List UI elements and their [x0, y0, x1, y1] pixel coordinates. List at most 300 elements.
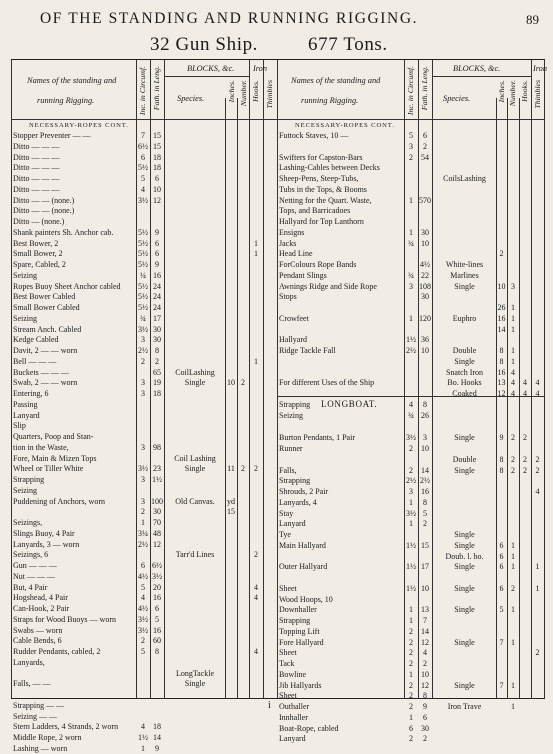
- circumference-cell: ¾: [408, 410, 414, 420]
- number-cell: 2: [241, 464, 245, 474]
- fathoms-cell: 9: [155, 260, 159, 269]
- row-name: Nut — — —: [13, 571, 55, 581]
- table-row: [11, 399, 545, 410]
- fathoms-cell: 16: [153, 270, 161, 280]
- fathoms-cell: 2: [155, 356, 159, 366]
- table-row: [11, 647, 545, 658]
- circumference-cell: 1: [409, 313, 413, 323]
- fathoms-cell: 10: [421, 238, 429, 248]
- fathoms-cell: 3½: [152, 571, 162, 581]
- inches-heading-right: Inches.: [497, 80, 506, 103]
- row-name: Innhaller: [279, 712, 308, 722]
- table-row: [11, 690, 545, 701]
- row-name: tion in the Waste,: [13, 442, 69, 452]
- inches-cell: 7: [499, 637, 504, 647]
- table-row: [11, 152, 545, 163]
- table-row: [11, 529, 545, 540]
- table-row: [11, 669, 545, 680]
- circumference-cell: 2: [409, 648, 413, 658]
- circumference-cell: 4½: [138, 571, 148, 581]
- row-name: Lanyard: [13, 410, 40, 420]
- fathoms-cell: 48: [153, 528, 161, 538]
- fathoms-cell: 65: [153, 367, 161, 377]
- fathoms-cell: 8: [423, 691, 427, 701]
- row-name: Seizing: [279, 410, 303, 420]
- row-name: Quarters, Poop and Stan-: [13, 432, 94, 441]
- number-cell: 2: [241, 378, 245, 388]
- row-name: Strapping: [279, 399, 311, 409]
- circumference-cell: 5: [409, 131, 413, 140]
- row-name: Tubs in the Tops, & Booms: [279, 184, 367, 194]
- row-name: Jib Hallyards: [279, 680, 322, 690]
- row-name: Lanyard: [279, 519, 306, 529]
- inches-cell: 8: [499, 356, 504, 366]
- row-name: Ditto — — (none.): [13, 195, 75, 205]
- inches-cell: 2: [499, 249, 504, 259]
- fathoms-cell: 6: [155, 604, 159, 613]
- circumference-cell: 6: [141, 152, 145, 162]
- circumference-cell: 2: [409, 691, 413, 701]
- species-heading: Species.: [177, 94, 205, 103]
- circumference-cell: 2: [409, 659, 413, 668]
- fathoms-cell: 10: [421, 669, 429, 679]
- row-name: Lanyards, 4: [279, 497, 317, 507]
- species-cell: Euphro: [452, 313, 477, 323]
- row-name: Fore, Main & Mizen Tops: [13, 453, 97, 463]
- species-cell: Double: [452, 346, 477, 355]
- species-cell: Single: [454, 356, 475, 366]
- circumference-cell: 3½: [138, 625, 148, 635]
- circumference-cell: 3: [141, 475, 145, 484]
- inches-cell: 6: [499, 540, 504, 550]
- inches-cell: 15: [227, 507, 235, 517]
- fathoms-cell: 23: [153, 464, 161, 474]
- iron-heading-right: Iron: [533, 64, 547, 73]
- fathoms-cell: 17: [421, 562, 429, 572]
- row-name: Hallyard: [279, 335, 307, 345]
- species-cell: Old Canvas.: [175, 496, 215, 506]
- inches-cell: 14: [497, 324, 506, 334]
- circumference-cell: 5½: [138, 163, 148, 173]
- number-cell: 1: [511, 637, 515, 647]
- number-cell: 1: [511, 324, 515, 334]
- row-name: Slip: [13, 421, 26, 431]
- circumference-cell: 4: [141, 184, 145, 194]
- row-name: Awnings Ridge and Side Rope: [279, 281, 377, 291]
- thimbles-heading-right: Thimbles: [533, 80, 542, 109]
- row-name: Strapping: [279, 476, 311, 486]
- row-name: Seizing: [13, 313, 37, 323]
- signature-mark: i: [268, 700, 271, 711]
- row-name: Puddening of Anchors, worn: [13, 496, 105, 506]
- inches-cell: 8: [499, 454, 504, 464]
- circumference-cell: 6: [141, 561, 145, 570]
- number-cell: 1: [511, 562, 515, 572]
- circumference-cell: 1: [409, 519, 413, 529]
- row-name: Ensigns: [279, 227, 305, 237]
- hooks-cell: 4: [523, 378, 527, 388]
- inches-cell: 5: [499, 605, 504, 615]
- inches-cell: 9: [499, 433, 504, 443]
- fathoms-cell: 15: [421, 540, 429, 550]
- row-name: Davit, 2 — — worn: [13, 346, 78, 355]
- fathoms-cell: 3: [423, 433, 427, 443]
- table-row: [11, 281, 545, 292]
- row-name: Crowfeet: [279, 313, 309, 323]
- table-row: [11, 561, 545, 572]
- row-name: Stay: [279, 508, 294, 518]
- circumference-cell: 1: [409, 195, 413, 205]
- circumference-cell: 1½: [406, 583, 416, 593]
- row-name: Wood Hoops, 10: [279, 594, 333, 604]
- table-row: [11, 658, 545, 669]
- hooks-cell: 4: [254, 647, 258, 656]
- page-number: 89: [526, 12, 539, 27]
- row-name: Stopper Preventer — —: [13, 131, 91, 140]
- hooks-cell: 2: [254, 550, 258, 560]
- circumference-cell: 5½: [138, 303, 148, 312]
- circumference-cell: 2: [141, 356, 145, 366]
- table-row: [11, 626, 545, 637]
- row-name: Sheet: [279, 691, 297, 701]
- fathoms-cell: 13: [421, 605, 429, 615]
- row-name: Netting for the Quart. Waste,: [279, 195, 372, 205]
- fathoms-cell: 18: [153, 163, 161, 173]
- table-row: [11, 475, 545, 486]
- circumference-cell: 4: [141, 722, 145, 732]
- row-name: Lanyards,: [13, 657, 45, 667]
- species-cell: Marlines: [450, 270, 479, 280]
- circumference-cell: 3½: [138, 464, 148, 474]
- table-row: [11, 420, 545, 431]
- hooks-cell: 2: [523, 454, 527, 464]
- fathoms-cell: 4½: [420, 260, 430, 269]
- species-cell: Coaked: [452, 389, 477, 398]
- iron-heading: Iron: [253, 64, 267, 73]
- blocks-heading-right: BLOCKS, &c.: [453, 64, 501, 73]
- table-row: [11, 259, 545, 270]
- circumference-heading-right: Inc. in Circumf.: [406, 66, 415, 116]
- circumference-cell: 2: [409, 152, 413, 162]
- row-name: Seizing: [13, 270, 37, 280]
- hooks-cell: 2: [523, 465, 527, 475]
- circumference-cell: 3: [409, 281, 413, 291]
- row-name: Bowline: [279, 669, 307, 679]
- fathoms-cell: 30: [153, 324, 161, 334]
- row-name: Tye: [279, 530, 291, 539]
- inches-cell: yd: [227, 496, 235, 506]
- fathoms-cell: 2: [423, 519, 427, 529]
- species-cell: LongTackle: [175, 668, 215, 678]
- circumference-cell: 1: [409, 712, 413, 722]
- number-cell: 1: [511, 540, 515, 550]
- circumference-cell: 5½: [138, 238, 148, 248]
- inches-cell: 6: [499, 551, 504, 561]
- fathoms-cell: 12: [421, 637, 429, 647]
- row-name: Lashing — worn: [13, 743, 68, 753]
- inches-cell: 26: [497, 303, 506, 312]
- row-name: Passing: [13, 399, 38, 409]
- fathoms-cell: 30: [421, 723, 429, 733]
- fathoms-cell: 14: [153, 733, 161, 742]
- table-row: [11, 367, 545, 378]
- row-name: Futtock Staves, 10 —: [279, 131, 349, 140]
- hooks-cell: 4: [254, 582, 258, 592]
- row-name: Strapping: [13, 475, 45, 484]
- row-name: Kedge Cabled: [13, 335, 59, 345]
- fathoms-heading-right: Fath. in Leng.: [420, 66, 429, 111]
- fathoms-cell: 60: [153, 636, 161, 646]
- table-row: [11, 701, 545, 712]
- row-name: Hogshead, 4 Pair: [13, 593, 68, 603]
- circumference-cell: 5½: [138, 260, 148, 269]
- row-name: Lanyard: [279, 734, 306, 744]
- table-row: [11, 216, 545, 227]
- fathoms-cell: 19: [153, 378, 161, 388]
- row-name: Ditto — — —: [13, 152, 60, 162]
- thimbles-cell: 4: [535, 378, 540, 388]
- table-row: [11, 432, 545, 443]
- row-name: Small Bower Cabled: [13, 303, 80, 312]
- fathoms-cell: 70: [153, 518, 161, 527]
- fathoms-cell: 8: [423, 399, 427, 409]
- row-name: Tack: [279, 659, 295, 668]
- circumference-cell: 1: [409, 616, 413, 625]
- number-cell: 1: [511, 346, 515, 355]
- row-name: Tops, and Barricadoes: [279, 206, 351, 216]
- row-name: Ditto — (none.): [13, 217, 65, 226]
- row-name: Hallyard for Top Lanthorn: [279, 217, 364, 226]
- fathoms-cell: 4: [423, 648, 427, 658]
- circumference-cell: 7: [141, 131, 145, 140]
- circumference-cell: 2: [409, 465, 413, 475]
- fathoms-cell: 26: [421, 410, 429, 420]
- hooks-cell: 4: [254, 593, 258, 603]
- circumference-cell: 1: [409, 227, 413, 237]
- row-name: Spare, Cabled, 2: [13, 260, 66, 269]
- circumference-cell: 3½: [138, 195, 148, 205]
- number-heading-right: Number.: [508, 80, 517, 107]
- species-cell: Single: [454, 433, 475, 443]
- fathoms-cell: 98: [153, 442, 161, 452]
- row-name: Jacks: [279, 238, 297, 248]
- fathoms-cell: 10: [153, 184, 161, 194]
- fathoms-cell: 5: [155, 614, 159, 624]
- circumference-cell: 3½: [406, 508, 416, 518]
- inches-cell: 11: [227, 464, 235, 474]
- number-cell: 4: [511, 367, 515, 377]
- fathoms-cell: 12: [153, 195, 161, 205]
- fathoms-cell: 16: [421, 487, 429, 496]
- fathoms-cell: 10: [421, 583, 429, 593]
- circumference-cell: 1½: [138, 733, 148, 742]
- number-cell: 1: [511, 303, 515, 312]
- thimbles-heading: Thimbles: [265, 80, 274, 109]
- table-row: [11, 334, 545, 345]
- fathoms-cell: 30: [421, 227, 429, 237]
- number-cell: 1: [511, 680, 515, 690]
- inches-cell: 6: [499, 583, 504, 593]
- fathoms-cell: 30: [421, 292, 429, 302]
- longboat-heading: LONGBOAT.: [321, 399, 378, 409]
- row-name: Ditto — — —: [13, 141, 60, 151]
- row-name: Cable Bends, 6: [13, 636, 62, 646]
- row-name: Best Bower, 2: [13, 238, 59, 248]
- row-name: Shrouds, 2 Pair: [279, 487, 329, 496]
- table-row: [11, 377, 545, 388]
- fathoms-cell: 2: [423, 141, 427, 151]
- row-name: Falls, — —: [13, 679, 51, 689]
- circumference-cell: 3: [409, 141, 413, 151]
- fathoms-cell: 30: [153, 507, 161, 517]
- number-cell: 2: [511, 465, 515, 475]
- fathoms-cell: 20: [153, 582, 161, 592]
- row-name: Outer Hallyard: [279, 562, 328, 572]
- species-cell: CoilsLashing: [443, 174, 486, 183]
- row-name: Ropes Buoy Sheet Anchor cabled: [13, 281, 121, 291]
- circumference-cell: 3½: [138, 324, 148, 334]
- row-name: Sheet: [279, 648, 297, 658]
- circumference-cell: 1½: [406, 562, 416, 572]
- circumference-cell: 4½: [138, 604, 148, 613]
- table-row: [11, 205, 545, 216]
- row-name: For different Uses of the Ship: [279, 378, 375, 388]
- row-name: Ditto — — —: [13, 163, 60, 173]
- circumference-cell: 3: [409, 487, 413, 496]
- fathoms-cell: 15: [153, 141, 161, 151]
- inches-cell: 12: [497, 389, 506, 398]
- row-name: Small Bower, 2: [13, 249, 63, 259]
- row-name: Strapping: [279, 616, 311, 625]
- table-row: [11, 345, 545, 356]
- circumference-cell: 3: [141, 378, 145, 388]
- circumference-cell: 5: [141, 174, 145, 183]
- row-name: Ridge Tackle Fall: [279, 346, 336, 355]
- thimbles-cell: 4: [535, 487, 540, 496]
- hooks-cell: 2: [254, 464, 258, 474]
- circumference-cell: 2½: [406, 346, 416, 355]
- fathoms-cell: 120: [419, 313, 431, 323]
- inches-cell: 7: [499, 680, 504, 690]
- fathoms-cell: 100: [151, 496, 163, 506]
- fathoms-cell: 8: [423, 497, 427, 507]
- fathoms-cell: 12: [421, 680, 429, 690]
- circumference-cell: 5½: [138, 281, 148, 291]
- row-name: Sheep-Pens, Steep-Tubs,: [279, 174, 359, 183]
- row-name: Seizing: [13, 485, 37, 495]
- row-name: But, 4 Pair: [13, 582, 48, 592]
- table-row: [11, 302, 545, 313]
- circumference-cell: 2: [409, 444, 413, 453]
- species-cell: Single: [454, 583, 475, 593]
- inches-cell: 10: [227, 378, 235, 388]
- circumference-cell: 2: [409, 626, 413, 636]
- circumference-cell: 1: [141, 518, 145, 527]
- fathoms-cell: 2: [423, 734, 427, 744]
- fathoms-cell: 14: [421, 465, 429, 475]
- ship-rate: 32 Gun Ship.: [150, 34, 259, 55]
- names-heading-1-right: Names of the standing and: [291, 76, 381, 85]
- table-row: [11, 540, 545, 551]
- species-cell: Single: [184, 464, 206, 474]
- hooks-heading: Hooks.: [251, 80, 260, 102]
- fathoms-cell: 18: [153, 389, 161, 398]
- row-name: Swifters for Capston-Bars: [279, 152, 363, 162]
- row-name: Sheet: [279, 583, 297, 593]
- number-heading: Number.: [239, 80, 248, 107]
- circumference-cell: 5½: [138, 227, 148, 237]
- hooks-cell: 1: [254, 249, 258, 259]
- row-name: Slings Buoy, 4 Pair: [13, 528, 75, 538]
- table-row: [11, 508, 545, 519]
- fathoms-cell: 9: [155, 743, 159, 753]
- row-name: Lanyards, 3 — worn: [13, 539, 80, 549]
- table-row: [11, 615, 545, 626]
- row-name: Head Line: [279, 249, 313, 259]
- table-row: [11, 497, 545, 508]
- fathoms-cell: 1½: [152, 475, 162, 484]
- number-cell: 3: [511, 281, 515, 291]
- circumference-cell: ¾: [140, 313, 146, 323]
- fathoms-cell: 8: [155, 346, 159, 355]
- inches-cell: 16: [497, 313, 506, 323]
- number-cell: 1: [511, 551, 515, 561]
- thimbles-cell: 1: [535, 562, 540, 572]
- species-cell: White-lines: [445, 260, 484, 269]
- circumference-cell: 6½: [138, 141, 148, 151]
- table-row: [11, 270, 545, 281]
- table-row: [11, 184, 545, 195]
- row-name: Seizings,: [13, 518, 43, 527]
- fathoms-cell: 6: [155, 238, 159, 248]
- row-name: Pendant Slings: [279, 270, 327, 280]
- hooks-heading-right: Hooks.: [520, 80, 529, 102]
- row-name: Buckets — — —: [13, 367, 69, 377]
- table-row: [11, 313, 545, 324]
- fathoms-cell: 2: [423, 659, 427, 668]
- table-row: [11, 465, 545, 476]
- inches-cell: 13: [497, 378, 506, 388]
- row-name: Entering, 6: [13, 389, 49, 398]
- species-cell: Bo. Hooks: [447, 378, 482, 388]
- fathoms-cell: 570: [419, 195, 431, 205]
- hooks-cell: 1: [254, 238, 258, 248]
- circumference-cell: 5: [141, 582, 145, 592]
- row-name: Best Bower Cabled: [13, 292, 76, 302]
- table-row: [11, 723, 545, 734]
- table-row: [11, 583, 545, 594]
- circumference-cell: ¼: [140, 270, 146, 280]
- circumference-cell: 1½: [406, 540, 416, 550]
- thimbles-cell: 1: [535, 583, 540, 593]
- species-cell: Single: [454, 281, 475, 291]
- fathoms-cell: 10: [421, 444, 429, 453]
- fathoms-cell: 5: [423, 508, 427, 518]
- species-cell: Single: [454, 637, 475, 647]
- row-name: Ditto — — (none.): [13, 206, 75, 216]
- inches-cell: 16: [497, 367, 506, 377]
- table-row: [11, 410, 545, 421]
- species-cell: Single: [184, 378, 206, 388]
- table-row: [11, 162, 545, 173]
- table-row: [11, 195, 545, 206]
- rigging-table: [11, 59, 547, 753]
- fathoms-cell: 36: [421, 335, 429, 345]
- table-row: [11, 227, 545, 238]
- row-name: Boat-Rope, cabled: [279, 723, 339, 733]
- circumference-cell: 5: [141, 647, 145, 656]
- fathoms-cell: 6: [155, 174, 159, 183]
